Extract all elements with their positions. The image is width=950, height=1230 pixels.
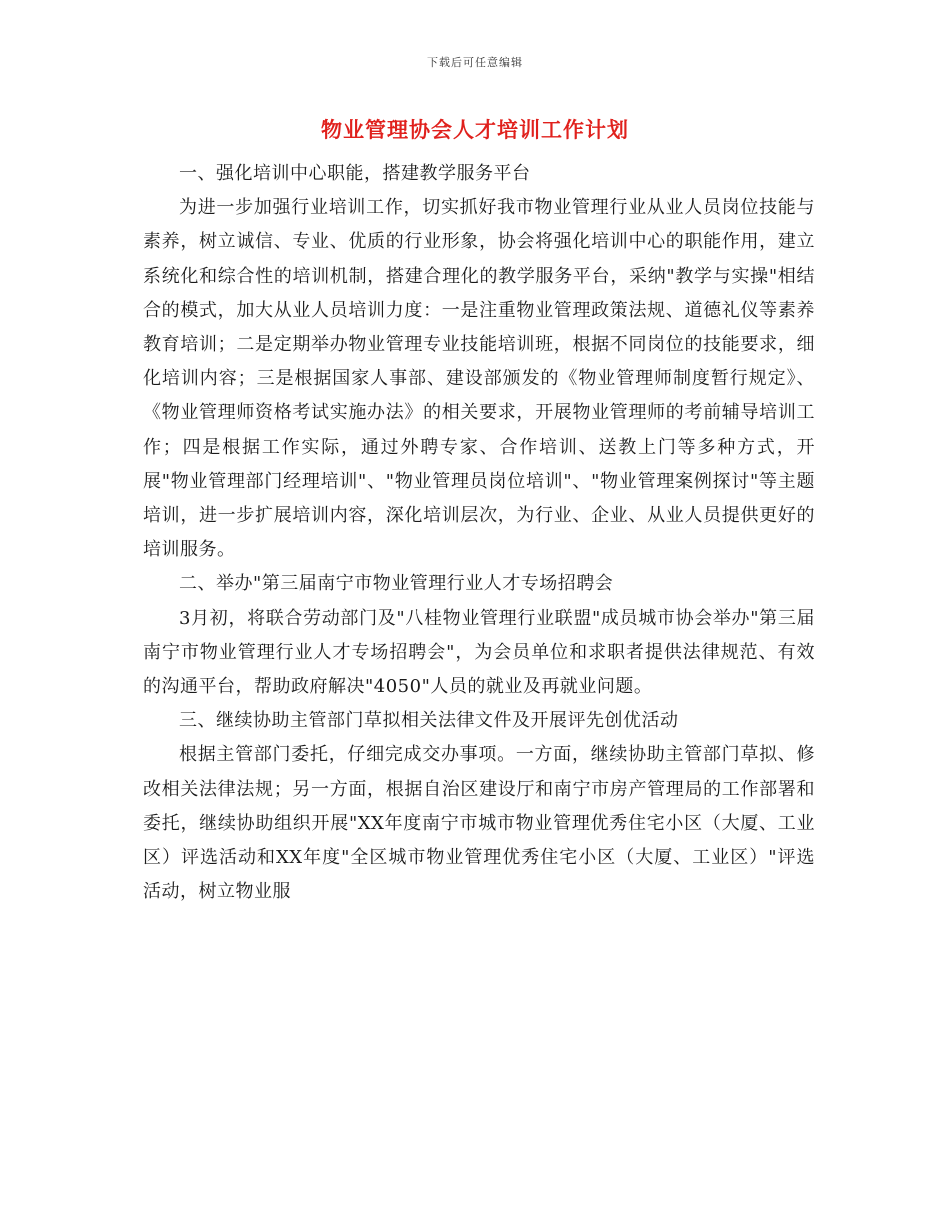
section-heading-3: 三、继续协助主管部门草拟相关法律文件及开展评先创优活动 (179, 710, 679, 732)
section-3-paragraph: 根据主管部门委托，仔细完成交办事项。一方面，继续协助主管部门草拟、修改相关法律法规；另一方面，根据自治区建设厅和南宁市房产管理局的工作部署和委托，继续协助组织开展"XX年度南宁市城市物业管理优秀住宅小区（大厦、工业区）评选活动和XX年度"全区城市物业管理优秀住宅小区（大厦、工业区）"评选活动，树立物业服 (143, 744, 815, 903)
document-title: 物业管理协会人才培训工作计划 (321, 117, 629, 142)
section-2-paragraph: 3月初，将联合劳动部门及"八桂物业管理行业联盟"成员城市协会举办"第三届南宁市物业管理行业人才专场招聘会"，为会员单位和求职者提供法律规范、有效的沟通平台，帮助政府解决"4050"人员的就业及再就业问题。 (143, 607, 815, 698)
section-heading-1: 一、强化培训中心职能，搭建教学服务平台 (179, 163, 531, 184)
page-header-note: 下载后可任意编辑 (427, 56, 523, 69)
section-1-paragraph: 为进一步加强行业培训工作，切实抓好我市物业管理行业从业人员岗位技能与素养，树立诚信、专业、优质的行业形象，协会将强化培训中心的职能作用，建立系统化和综合性的培训机制，搭建合理化的教学服务平台，采纳"教学与实操"相结合的模式，加大从业人员培训力度：一是注重物业管理政策法规、道德礼仪等素养教育培训；二是定期举办物业管理专业技能培训班，根据不同岗位的技能要求，细化培训内容；三是根据国家人事部、建设部颁发的《物业管理师制度暂行规定》、《物业管理师资格考试实施办法》的相关要求，开展物业管理师的考前辅导培训工作；四是根据工作实际，通过外聘专家、合作培训、送教上门等多种方式，开展"物业管理部门经理培训"、"物业管理员岗位培训"、"物业管理案例探讨"等主题培训，进一步扩展培训内容，深化培训层次，为行业、企业、从业人员提供更好的培训服务。 (143, 197, 815, 561)
section-heading-2: 二、举办"第三届南宁市物业管理行业人才专场招聘会 (179, 573, 614, 595)
document-body (143, 157, 815, 909)
